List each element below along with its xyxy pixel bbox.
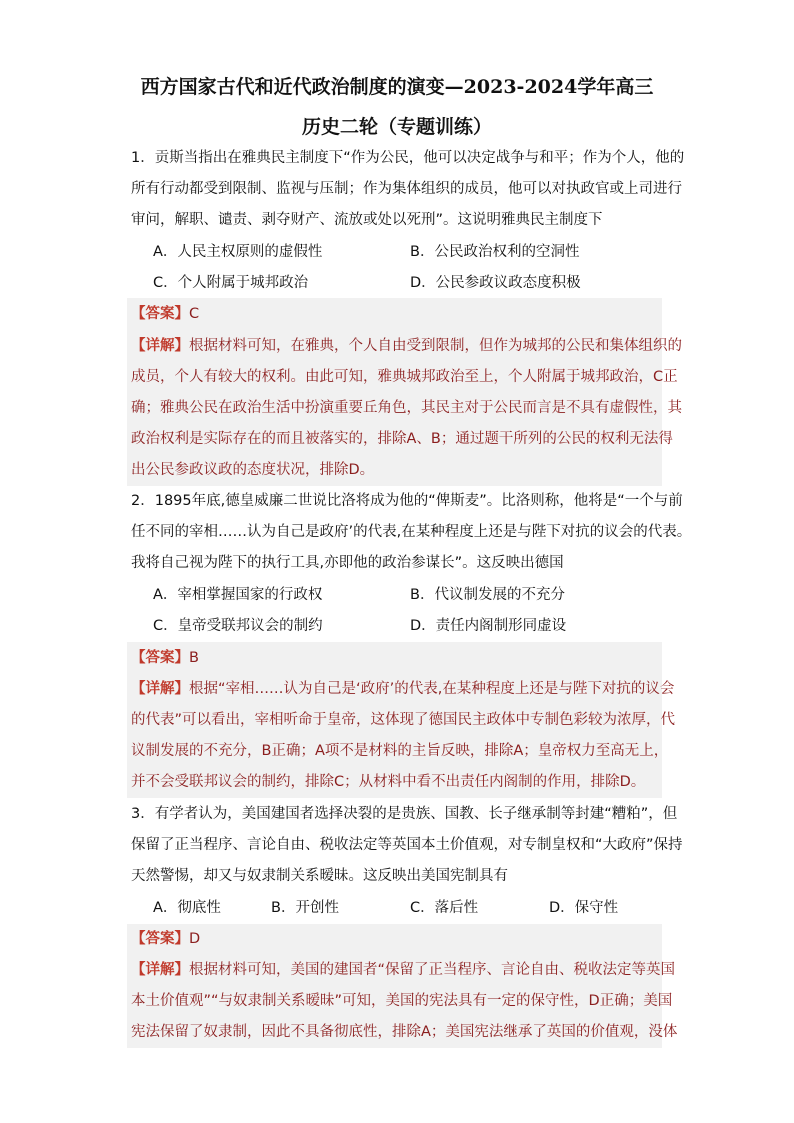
- question-1-option-b: B．公民政治权利的空洞性: [410, 244, 580, 260]
- question-2-detail-line: 议制发展的不充分，B正确；A项不是材料的主旨反映，排除A；皇帝权力至高无上，: [131, 743, 669, 759]
- question-3-option-c: C．落后性: [410, 900, 479, 916]
- question-2-option-d: D．责任内阁制形同虚设: [410, 618, 567, 634]
- question-2-option-c: C．皇帝受联邦议会的制约: [153, 618, 323, 634]
- question-2-detail-line: 的代表”可以看出，宰相听命于皇帝，这体现了德国民主政体中专制色彩较为浓厚，代: [131, 712, 676, 728]
- question-3-stem-line: 保留了正当程序、言论自由、税收法定等英国本土价值观，对专制皇权和“大政府”保持: [131, 837, 683, 853]
- question-1-detail-line: 【详解】根据材料可知，在雅典，个人自由受到限制，但作为城邦的公民和集体组织的: [131, 338, 682, 354]
- question-3-option-a: A．彻底性: [153, 900, 221, 916]
- question-3-stem-line: 天然警惕，却又与奴隶制关系暧昧。这反映出美国宪制具有: [131, 868, 508, 884]
- question-1-detail-line: 确；雅典公民在政治生活中扮演重要丘角色，其民主对于公民而言是不具有虚假性，其: [131, 400, 682, 416]
- question-2-detail-line: 并不会受联邦议会的制约，排除C；从材料中看不出责任内阁制的作用，排除D。: [131, 774, 646, 790]
- question-1-stem-line: 所有行动都受到限制、监视与压制；作为集体组织的成员，他可以对执政官或上司进行: [131, 181, 682, 197]
- question-3-detail-line: 宪法保留了奴隶制，因此不具备彻底性，排除A；美国宪法继承了英国的价值观，没体: [131, 1024, 678, 1040]
- question-1-answer: [131, 304, 199, 324]
- question-2-option-a: A．宰相掌握国家的行政权: [153, 587, 323, 603]
- question-3-stem-line: 3．有学者认为，美国建国者选择决裂的是贵族、国教、长子继承制等封建“糟粕”，但: [131, 806, 678, 822]
- question-2-detail-line: 【详解】根据“宰相……认为自己是‘政府’的代表,在某种程度上还是与陛下对抗的议会: [131, 681, 675, 697]
- question-2-option-b: B．代议制发展的不充分: [410, 587, 565, 603]
- answer-tag: 【答案】: [131, 650, 189, 666]
- question-1-detail-line: 政治权利是实际存在的而且被落实的，排除A、B；通过题干所列的公民的权利无法得: [131, 431, 673, 447]
- document-title-line1: 西方国家古代和近代政治制度的演变—2023-2024学年高三: [140, 76, 654, 98]
- detail-tag: 【详解】: [131, 338, 189, 354]
- question-2-stem-line: 2．1895年底,德皇威廉二世说比洛将成为他的“俾斯麦”。比洛则称，他将是“一个与前: [131, 493, 683, 509]
- question-2-answer: [131, 648, 199, 668]
- question-2-stem-line: 我将自己视为陛下的执行工具,亦即他的政治参谋长”。这反映出德国: [131, 555, 564, 571]
- question-1-answer-box: [127, 298, 662, 486]
- detail-tag: 【详解】: [131, 681, 189, 697]
- answer-tag: 【答案】: [131, 306, 189, 322]
- question-3-option-d: D．保守性: [549, 900, 619, 916]
- question-1-detail-line: 出公民参政议政的态度状况，排除D。: [131, 462, 375, 478]
- question-1-option-d: D．公民参政议政态度积极: [410, 275, 581, 291]
- document-title-line2: 历史二轮（专题训练）: [301, 116, 492, 138]
- detail-tag: 【详解】: [131, 962, 189, 978]
- question-2-stem-line: 任不同的宰相……认为自己是政府’的代表,在某种程度上还是与陛下对抗的议会的代表。: [131, 524, 692, 540]
- question-1-stem-line: 审问，解职、谴责、剥夺财产、流放或处以死刑”。这说明雅典民主制度下: [131, 212, 603, 228]
- question-1-detail-line: 成员，个人有较大的权利。由此可知，雅典城邦政治至上，个人附属于城邦政治，C正: [131, 369, 678, 385]
- answer-value: B: [189, 650, 199, 666]
- question-1-option-a: A．人民主权原则的虚假性: [153, 244, 323, 260]
- question-3-detail-line: 本土价值观”“与奴隶制关系暧昧”可知，美国的宪法具有一定的保守性，D正确；美国: [131, 993, 673, 1009]
- question-1-stem-line: 1．贡斯当指出在雅典民主制度下“作为公民，他可以决定战争与和平；作为个人，他的: [131, 150, 685, 166]
- question-3-answer: [131, 929, 200, 949]
- answer-tag: 【答案】: [131, 931, 189, 947]
- question-1-option-c: C．个人附属于城邦政治: [153, 275, 309, 291]
- answer-value: D: [189, 931, 201, 947]
- answer-value: C: [189, 306, 200, 322]
- question-3-option-b: B．开创性: [271, 900, 339, 916]
- question-3-detail-line: 【详解】根据材料可知，美国的建国者“保留了正当程序、言论自由、税收法定等英国: [131, 962, 676, 978]
